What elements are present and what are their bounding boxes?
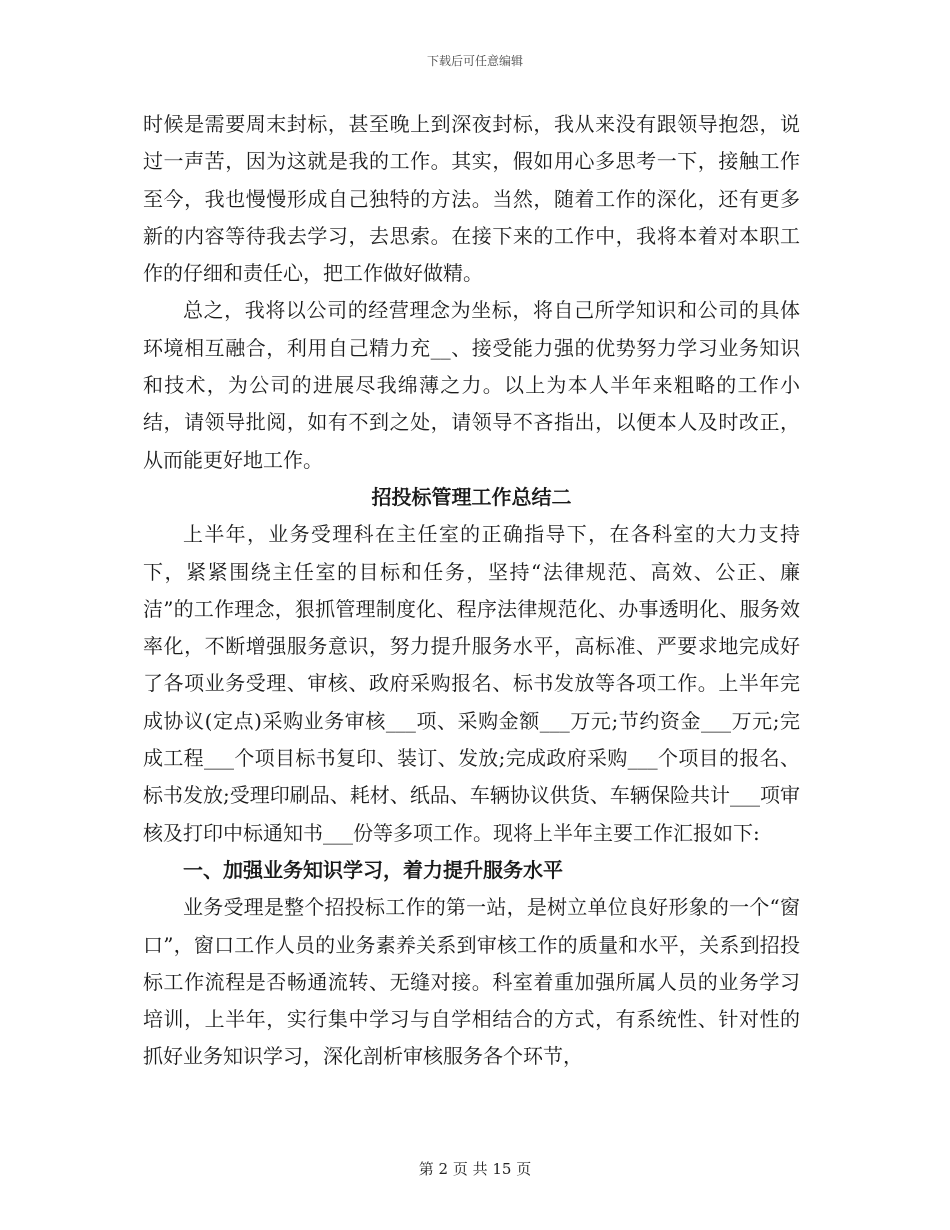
page-number: 第 2 页 共 15 页	[418, 1160, 532, 1178]
section-title: 招投标管理工作总结二	[371, 484, 572, 509]
paragraph-intro: 上半年，业务受理科在主任室的正确指导下，在各科室的大力支持下，紧紧围绕主任室的目标和任务，坚持“法律规范、高效、公正、廉洁”的工作理念，狠抓管理制度化、程序法律规范化、办事透明化、服务效率化，不断增强服务意识，努力提升服务水平，高标准、严要求地完成好了各项业务受理、审核、政府采购报名、标书发放等各项工作。上半年完成协议(定点)采购业务审核___项、采购金额___万元;节约资金___万元;完成工程___个项目标书复印、装订、发放;完成政府采购___个项目的报名、标书发放;受理印刷品、耗材、纸品、车辆协议供货、车辆保险共计___项审核及打印中标通知书___份等多项工作。现将上半年主要工作汇报如下:	[143, 522, 800, 845]
document-body	[143, 106, 800, 1076]
paragraph-conclusion: 总之，我将以公司的经营理念为坐标，将自己所学知识和公司的具体环境相互融合，利用自己精力充__、接受能力强的优势努力学习业务知识和技术，为公司的进展尽我绵薄之力。以上为本人半年来粗略的工作小结，请领导批阅，如有不到之处，请领导不吝指出，以便本人及时改正，从而能更好地工作。	[143, 298, 800, 472]
paragraph-continued: 时候是需要周末封标，甚至晚上到深夜封标，我从来没有跟领导抱怨，说过一声苦，因为这就是我的工作。其实，假如用心多思考一下，接触工作至今，我也慢慢形成自己独特的方法。当然，随着工作的深化，还有更多新的内容等待我去学习，去思索。在接下来的工作中，我将本着对本职工作的仔细和责任心，把工作做好做精。	[143, 112, 800, 286]
section-heading: 一、加强业务知识学习，着力提升服务水平	[183, 857, 563, 882]
paragraph-body: 业务受理是整个招投标工作的第一站，是树立单位良好形象的一个“窗口”，窗口工作人员的业务素养关系到审核工作的质量和水平，关系到招投标工作流程是否畅通流转、无缝对接。科室着重加强所属人员的业务学习培训，上半年，实行集中学习与自学相结合的方式，有系统性、针对性的抓好业务知识学习，深化剖析审核服务各个环节，	[143, 895, 800, 1069]
page-header: 下载后可任意编辑	[426, 54, 523, 68]
